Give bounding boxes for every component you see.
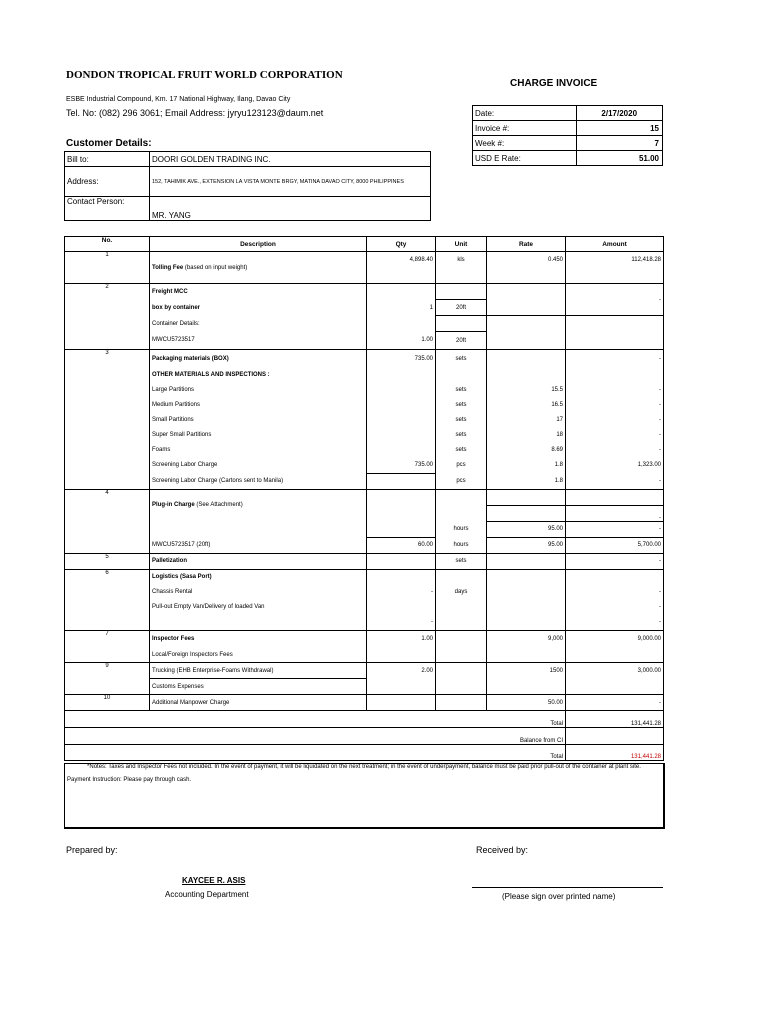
company-address: ESBE Industrial Compound, Km. 17 National Highway, Ilang, Davao City <box>66 96 291 103</box>
table-row <box>65 600 664 615</box>
item-desc: Freight MCC <box>150 284 367 300</box>
item-desc-bold: Plug-in Charge <box>152 502 195 509</box>
line-items-table <box>64 236 664 761</box>
table-row <box>65 458 664 474</box>
item-desc: box by container <box>150 300 367 316</box>
item-qty: 4,898.40 <box>367 252 436 284</box>
item-amount: - <box>566 383 664 398</box>
item-desc: Container Details: <box>150 316 367 332</box>
item-unit: sets <box>436 350 487 368</box>
item-no: 6 <box>65 569 150 585</box>
item-amount: 3,000.00 <box>566 663 664 679</box>
col-unit: Unit <box>436 237 487 252</box>
item-rate: 50.00 <box>487 695 566 711</box>
customer-table <box>64 151 431 221</box>
item-desc: Chassis Rental <box>150 585 367 600</box>
item-unit: kls <box>436 252 487 284</box>
item-rate: 1.8 <box>487 458 566 474</box>
total-label: Total <box>65 711 566 728</box>
table-row <box>65 585 664 600</box>
item-qty: 2.00 <box>367 663 436 679</box>
item-amount: - <box>566 398 664 413</box>
rate-label: USD E Rate: <box>473 151 577 166</box>
table-row <box>65 443 664 458</box>
document-title: CHARGE INVOICE <box>510 78 598 89</box>
item-amount: - <box>566 413 664 428</box>
item-desc-bold: Tolling Fee <box>152 264 184 271</box>
item-desc: Additional Manpower Charge <box>150 695 367 711</box>
total-value: 131,441.28 <box>566 711 664 728</box>
contact-person-label: Contact Person: <box>65 197 150 221</box>
table-row <box>65 413 664 428</box>
item-rate: 9,000 <box>487 630 566 647</box>
item-amount: - <box>566 695 664 711</box>
item-no: 9 <box>65 663 150 679</box>
col-qty: Qty <box>367 237 436 252</box>
item-qty: 1.00 <box>367 630 436 647</box>
address-label: Address: <box>65 167 150 197</box>
item-desc: Pull-out Empty Van/Delivery of loaded Van <box>150 600 367 615</box>
bill-to-label: Bill to: <box>65 152 150 167</box>
item-desc: Screening Labor Charge (Cartons sent to Manila) <box>150 473 367 489</box>
notes-box <box>64 763 665 829</box>
contact-person-value: MR. YANG <box>150 197 431 221</box>
item-desc: Screening Labor Charge <box>150 458 367 474</box>
item-amount: - <box>566 553 664 569</box>
date-value: 2/17/2020 <box>577 106 663 121</box>
item-rate: 15.5 <box>487 383 566 398</box>
item-qty: 1 <box>367 300 436 316</box>
item-desc: MWCU5723517 <box>150 332 367 350</box>
invoice-label: Invoice #: <box>473 121 577 136</box>
col-description: Description <box>150 237 367 252</box>
item-unit: sets <box>436 383 487 398</box>
item-rate: 18 <box>487 428 566 443</box>
balance-label: Balance from CI <box>65 728 566 745</box>
table-row <box>65 428 664 443</box>
preparer-department: Accounting Department <box>165 890 249 899</box>
item-rate: 16.5 <box>487 398 566 413</box>
item-amount: 112,418.28 <box>566 252 664 284</box>
table-row <box>65 316 664 332</box>
item-unit: hours <box>436 521 487 537</box>
item-unit: pcs <box>436 473 487 489</box>
item-desc-note: (based on input weight) <box>183 264 248 271</box>
item-amount: - <box>566 585 664 600</box>
item-unit: hours <box>436 537 487 553</box>
item-desc <box>150 252 367 284</box>
table-row <box>65 398 664 413</box>
item-desc: Trucking (EHB Enterprise-Foams Withdrawal) <box>150 663 367 679</box>
item-qty: 1.00 <box>367 332 436 350</box>
item-qty: 60.00 <box>367 537 436 553</box>
item-amount: - <box>566 600 664 615</box>
item-rate: 8.69 <box>487 443 566 458</box>
item-rate: 95.00 <box>487 537 566 553</box>
item-no: 2 <box>65 284 150 300</box>
col-rate: Rate <box>487 237 566 252</box>
week-value: 7 <box>577 136 663 151</box>
table-header-row <box>65 237 664 252</box>
address-value: 152, TAHIMIK AVE., EXTENSION LA VISTA MONTE BRGY, MATINA DAVAO CITY, 8000 PHILIPPINES <box>150 167 431 197</box>
item-amount: - <box>566 443 664 458</box>
item-amount: - <box>566 521 664 537</box>
table-row <box>65 569 664 585</box>
item-rate: 95.00 <box>487 521 566 537</box>
balance-row <box>65 728 664 745</box>
item-amount: - <box>566 428 664 443</box>
item-no: 4 <box>65 489 150 521</box>
item-desc: Packaging materials (BOX) <box>150 350 367 368</box>
table-row <box>65 383 664 398</box>
col-amount: Amount <box>566 237 664 252</box>
table-row <box>65 695 664 711</box>
item-desc: Foams <box>150 443 367 458</box>
preparer-name: KAYCEE R. ASIS <box>182 876 246 885</box>
item-desc-note: (See Attachment) <box>194 502 243 509</box>
notes-text: *Notes: Taxes and Inspector Fees not included. In the event of payment, it will be liquidated on the next treatment; in the event of underpayment, balance must be paid prior pull-out of the container at plant site. <box>87 764 641 770</box>
table-row <box>65 368 664 383</box>
table-row <box>65 647 664 663</box>
table-row <box>65 553 664 569</box>
item-unit: pcs <box>436 458 487 474</box>
table-row <box>65 252 664 284</box>
item-no: 1 <box>65 252 150 284</box>
item-desc: Palletization <box>150 553 367 569</box>
item-no: 5 <box>65 553 150 569</box>
signature-note: (Please sign over printed name) <box>502 892 616 901</box>
grand-total-row <box>65 745 664 761</box>
item-unit: sets <box>436 553 487 569</box>
item-qty: 735.00 <box>367 350 436 368</box>
item-amount: - <box>566 473 664 489</box>
date-label: Date: <box>473 106 577 121</box>
table-row <box>65 473 664 489</box>
item-amount: - <box>566 615 664 631</box>
item-qty: - <box>367 585 436 600</box>
payment-instruction: Payment Instruction: Please pay through cash. <box>67 776 192 783</box>
item-amount: - <box>566 284 664 316</box>
prepared-by-label: Prepared by: <box>66 845 118 855</box>
table-row <box>65 615 664 631</box>
item-qty: - <box>367 615 436 631</box>
item-desc: Inspector Fees <box>150 630 367 647</box>
table-row <box>65 521 664 537</box>
col-no: No. <box>65 237 150 252</box>
signature-line <box>472 887 663 888</box>
week-label: Week #: <box>473 136 577 151</box>
item-unit: 20ft <box>436 300 487 316</box>
item-desc <box>150 489 367 521</box>
item-unit: sets <box>436 413 487 428</box>
received-by-label: Received by: <box>476 845 529 855</box>
item-unit: sets <box>436 428 487 443</box>
item-desc: Medium Partitions <box>150 398 367 413</box>
item-unit: sets <box>436 398 487 413</box>
total-row <box>65 711 664 728</box>
item-desc: Small Partitions <box>150 413 367 428</box>
item-desc: OTHER MATERIALS AND INSPECTIONS : <box>150 368 367 383</box>
table-row <box>65 679 664 695</box>
item-rate: 1500 <box>487 663 566 679</box>
table-row <box>65 489 664 505</box>
table-row <box>65 663 664 679</box>
company-contact: Tel. No: (082) 296 3061; Email Address: jyryu123123@daum.net <box>66 108 324 118</box>
item-unit: 20ft <box>436 332 487 350</box>
item-amount: 9,000.00 <box>566 630 664 647</box>
item-rate: 1.8 <box>487 473 566 489</box>
grand-total-value: 131,441.28 <box>566 745 664 761</box>
table-row <box>65 537 664 553</box>
item-rate: 0.450 <box>487 252 566 284</box>
grand-total-label: Total <box>65 745 566 761</box>
item-desc: MWCU5723517 (20ft) <box>150 537 367 553</box>
bill-to-value: DOORI GOLDEN TRADING INC. <box>150 152 431 167</box>
item-amount: 5,700.00 <box>566 537 664 553</box>
table-row <box>65 630 664 647</box>
item-unit: sets <box>436 443 487 458</box>
customer-details-title: Customer Details: <box>66 138 152 149</box>
item-desc: Large Partitions <box>150 383 367 398</box>
item-rate: 17 <box>487 413 566 428</box>
item-no: 10 <box>65 695 150 711</box>
rate-value: 51.00 <box>577 151 663 166</box>
item-desc: Local/Foreign Inspectors Fees <box>150 647 367 663</box>
table-row <box>65 284 664 300</box>
item-no: 3 <box>65 350 150 368</box>
item-desc: Super Small Partitions <box>150 428 367 443</box>
item-amount: 1,323.00 <box>566 458 664 474</box>
item-desc: Logistics (Sasa Port) <box>150 569 367 585</box>
item-desc: Customs Expenses <box>150 679 367 695</box>
item-unit: days <box>436 585 487 600</box>
invoice-value: 15 <box>577 121 663 136</box>
company-name: DONDON TROPICAL FRUIT WORLD CORPORATION <box>66 69 343 81</box>
invoice-meta-table <box>472 105 663 166</box>
item-amount: - <box>566 505 664 521</box>
item-amount: - <box>566 350 664 368</box>
item-no: 7 <box>65 630 150 647</box>
table-row <box>65 350 664 368</box>
item-qty: 735.00 <box>367 458 436 474</box>
